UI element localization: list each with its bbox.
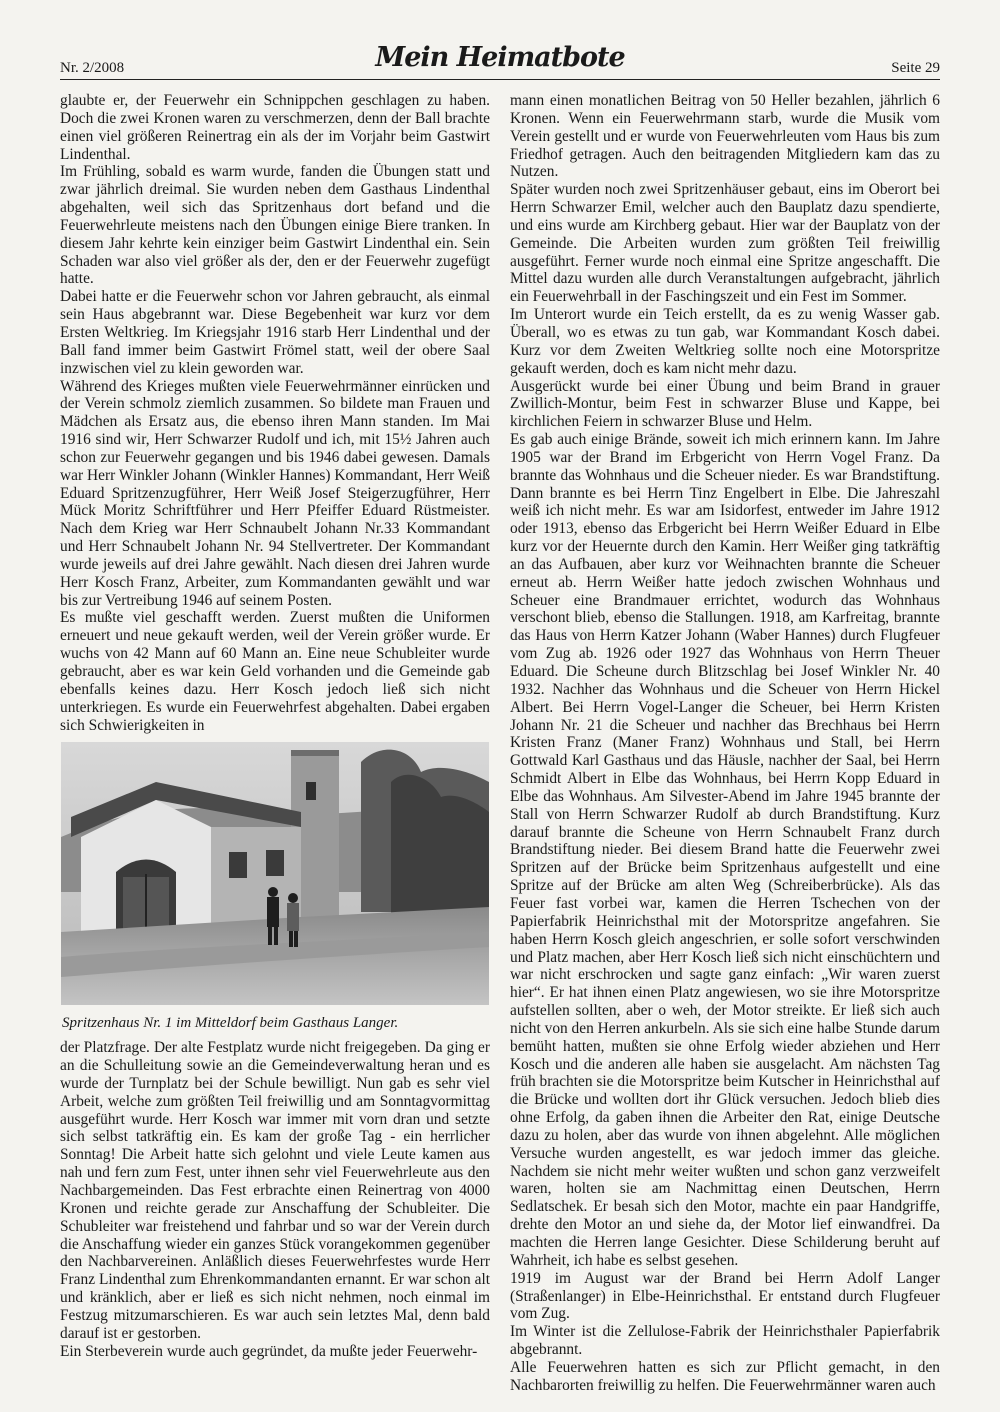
page-number: Seite 29 [891, 60, 940, 76]
left-column [60, 92, 490, 1360]
paragraph: Während des Krieges mußten viele Feuerwehrmänner einrücken und der Verein schmolz ziemlich zusammen. So bildete man Frauen und Mädchen als Ersatz aus, die ebenso ihren Mann standen. Im Mai 1916 sind wir, Herr Schwarzer Rudolf und ich, mit 15½ Jahren auch schon zur Feuerwehr gegangen und bis 1946 dabei gewesen. Damals war Herr Winkler Johann (Winkler Hannes) Kommandant, Herr Weiß Eduard Spritzenzugführer, Herr Weiß Josef Steigerzugführer, Herr Mück Moritz Schriftführer und Herr Pfeiffer Eduard Rüstmeister. Nach dem Krieg war Herr Schnaubelt Johann Nr.33 Kommandant und Herr Schnaubelt Johann Nr. 94 Stellvertreter. Der Kommandant wurde jeweils auf drei Jahre gewählt. Nach diesen drei Jahren wurde Herr Kosch Franz, Arbeiter, zum Kommandanten gewählt und war bis zur Vertreibung 1946 auf seinem Posten. [60, 377, 490, 609]
paragraph: Im Frühling, sobald es warm wurde, fanden die Übungen statt und zwar jährlich dreimal. Sie wurden neben dem Gasthaus Lindenthal abgehalten, weil sich das Spritzenhaus dort befand und die Feuerwehrleute meistens nach den Übungen einige Biere tranken. In diesem Jahr kehrte kein einziger beim Gastwirt Lindenthal ein. Sein Schaden war also viel größer als der, den er der Feuerwehr zugefügt hatte. [60, 163, 490, 288]
paragraph: Alle Feuerwehren hatten es sich zur Pflicht gemacht, in den Nachbarorten freiwillig zu helfen. Die Feuerwehrmänner waren auch [510, 1358, 940, 1394]
right-column [510, 92, 940, 1395]
paragraph: der Platzfrage. Der alte Festplatz wurde nicht freigegeben. Da ging er an die Schulleitung sowie an die Gemeindeverwaltung heran und es wurde der Turnplatz bei der Schule bewilligt. Nun gab es sehr viel Arbeit, welche zum größten Teil freiwillig und am Sonntagvormittag ausgeführt wurde. Herr Kosch war immer mit vorn dran und setzte sich selbst tatkräftig ein. Es kam der große Tag - ein herrlicher Sonntag! Die Arbeit hatte sich gelohnt und viele Leute kamen aus nah und fern zum Fest, unter ihnen sehr viel Feuerwehrleute aus den Nachbargemeinden. Das Fest erbrachte einen Reinertrag von 4000 Kronen und reichte gerade zur Anschaffung der Schubleiter. Die Schubleiter war freistehend und fahrbar und so war der Verein durch die Anschaffung wieder ein ganzes Stück vorangekommen gegenüber den Nachbarvereinen. Anläßlich dieses Feuerwehrfestes wurde Herr Franz Lindenthal zum Ehrenkommandanten ernannt. Er war schon alt und kränklich, aber er ließ es sich nicht nehmen, noch einmal im Festzug mitzumarschieren. Es war auch sein letztes Mal, denn bald darauf ist er gestorben. [60, 1039, 490, 1342]
paragraph: Ausgerückt wurde bei einer Übung und beim Brand in grauer Zwillich-Montur, beim Fest in schwarzer Bluse und Kappe, bei kirchlichen Feiern in schwarzer Bluse und Helm. [510, 377, 940, 431]
paragraph: 1919 im August war der Brand bei Herrn Adolf Langer (Straßenlanger) in Elbe-Heinrichsthal. Er entstand durch Flugfeuer vom Zug. [510, 1269, 940, 1323]
issue-number: Nr. 2/2008 [60, 60, 125, 76]
paragraph: glaubte er, der Feuerwehr ein Schnippchen geschlagen zu haben. Doch die zwei Kronen waren zu verschmerzen, denn der Ball brachte einen viel größeren Reinertrag ein als der im Vorjahr beim Gastwirt Lindenthal. [60, 92, 490, 163]
photo-caption: Spritzenhaus Nr. 1 im Mitteldorf beim Gasthaus Langer. [62, 1015, 399, 1032]
paragraph: Es gab auch einige Brände, soweit ich mich erinnern kann. Im Jahre 1905 war der Brand im Erbgericht von Herrn Vogel Franz. Da brannte das Wohnhaus und die Scheuer nieder. Es war Brandstiftung. Dann brannte es bei Herrn Tinz Engelbert in Elbe. Die Jahreszahl weiß ich nicht mehr. Es war am Isidorfest, entweder im Jahre 1912 oder 1913, ebenso das Erbgericht bei Herrn Weißer Eduard in Elbe kurz vor der Heuernte durch den Kamin. Herr Weißer ging tatkräftig an das Aufbauen, aber kurz vor Weihnachten brannte die Scheuer erneut ab. Herrn Weißer hatte jedoch zwischen Wohnhaus und Scheuer eine Brandmauer errichtet, wodurch das Wohnhaus verschont blieb, ebenso die Stallungen. 1918, am Karfreitag, brannte das Haus von Herrn Katzer Johann (Waber Hannes) durch Flugfeuer vom Zug ab. 1926 oder 1927 das Wohnhaus von Herrn Theuer Eduard. Die Scheune durch Blitzschlag bei Josef Winkler Nr. 40 1932. Nachher das Wohnhaus und die Scheuer von Herrn Hickel Albert. Bei Herrn Vogel-Langer die Scheuer, bei Herrn Kristen Johann Nr. 21 die Scheuer und nachher das Brechhaus bei Herrn Kristen Franz (Maner Franz) Wohnhaus und Stall, bei Herrn Gottwald Karl Gasthaus und das Häusle, nachher der Saal, bei Herrn Schmidt Albert in Elbe das Wohnhaus, bei Herrn Kopp Eduard in Elbe das Wohnhaus. Am Silvester-Abend im Jahre 1945 brannte der Stall von Herrn Schwarzer Rudolf ab durch Brandstiftung. Kurz darauf brannte die Scheune von Herrn Schnaubelt Franz durch Brandstiftung nieder. Bei diesem Brand hatte die Feuerwehr zwei Spritzen auf der Brücke beim Spritzenhaus aufgestellt und eine Spritze auf der Brücke am alten Weg (Schreiberbrücke). Als das Feuer fast vorbei war, kamen die Herren Tschechen von der Papierfabrik Heinrichsthal mit der Motorspritze angefahren. Sie haben Herrn Kosch gleich angeschrien, er solle sofort verschwinden und Platz machen, aber Herr Kosch ließ sich nicht einschüchtern und war nicht erschrocken und sagte ganz einfach: „Wir waren zuerst hier“. Er hat ihnen einen Platz angewiesen, wo sie ihre Motorspritze aufstellen sollten, aber o weh, der Motor streikte. Er ließ sich auch nicht von den Herren ankurbeln. Als sie sich eine halbe Stunde darum bemüht hatten, mußten sie ohne Erfolg wieder abziehen und Herr Kosch und die anderen alle haben sie ausgelacht. Am nächsten Tag früh brachten sie die Motorspritze beim Kutscher in Heinrichsthal auf die Brücke und wollten dort ihr Glück versuchen. Jedoch blieb dies ohne Erfolg, da gaben ihnen die Arbeiter den Rat, einige Deutsche dazu zu holen, aber das wurde von ihnen abgelehnt. Alle möglichen Versuche wurden angestellt, es war jedoch immer das gleiche. Nachdem sie nicht mehr weiter wußten und schon ganz verzweifelt waren, holten sie am Nachmittag einen Deutschen, Herrn Sedlatschek. Er besah sich den Motor, machte ein paar Handgriffe, drehte den Motor an und siehe da, der Motor lief einwandfrei. Da machten die Herren lange Gesichter. Diese Schilderung beruht auf Wahrheit, ich habe es selbst gesehen. [510, 431, 940, 1269]
paragraph: mann einen monatlichen Beitrag von 50 Heller bezahlen, jährlich 6 Kronen. Wenn ein Feuerwehrmann starb, wurde die Musik vom Verein gestellt und er wurde von Feuerwehrleuten vom Haus bis zum Friedhof getragen. Auch den beitragenden Mitgliedern kam das zu Nutzen. [510, 92, 940, 181]
masthead-title: Mein Heimatbote [375, 42, 625, 73]
paragraph: Es mußte viel geschafft werden. Zuerst mußten die Uniformen erneuert und neue gekauft werden, weil der Verein größer wurde. Er wuchs von 42 Mann auf 60 Mann an. Eine neue Schubleiter wurde gebraucht, aber es war kein Geld vorhanden und die Gemeinde gab ebenfalls keines dazu. Herr Kosch jedoch ließ sich nicht unterkriegen. Es wurde ein Feuerwehrfest abgehalten. Dabei ergaben sich Schwierigkeiten in [60, 609, 490, 734]
header-rule [60, 79, 940, 80]
paragraph: Ein Sterbeverein wurde auch gegründet, da mußte jeder Feuerwehr- [60, 1342, 478, 1360]
fire-station-photo [61, 742, 489, 1005]
paragraph: Im Unterort wurde ein Teich erstellt, da es zu wenig Wasser gab. Überall, wo es etwas zu tun gab, war Kommandant Kosch dabei. Kurz vor dem Zweiten Weltkrieg sollte noch eine Motorspritze gekauft werden, doch es kam nicht mehr dazu. [510, 306, 940, 377]
paragraph: Später wurden noch zwei Spritzenhäuser gebaut, eins im Oberort bei Herrn Schwarzer Emil, welcher auch den Bauplatz dazu spendierte, und eins wurde am Kirchberg gebaut. Hier war der Bauplatz von der Gemeinde. Die Arbeiten wurden zum größten Teil freiwillig ausgeführt. Ferner wurde noch einmal eine Spritze angeschafft. Die Mittel dazu wurden alle durch Veranstaltungen aufgebracht, jährlich ein Feuerwehrball in der Faschingszeit und ein Fest im Sommer. [510, 181, 940, 306]
page-header [60, 40, 940, 80]
paragraph: Dabei hatte er die Feuerwehr schon vor Jahren gebraucht, als einmal sein Haus abgebrannt war. Diese Begebenheit war kurz vor dem Ersten Weltkrieg. Im Kriegsjahr 1916 starb Herr Lindenthal und der Ball fand immer beim Gastwirt Frömel statt, weil der obere Saal inzwischen viel zu klein geworden war. [60, 288, 490, 377]
paragraph: Im Winter ist die Zellulose-Fabrik der Heinrichsthaler Papierfabrik abgebrannt. [510, 1323, 940, 1359]
